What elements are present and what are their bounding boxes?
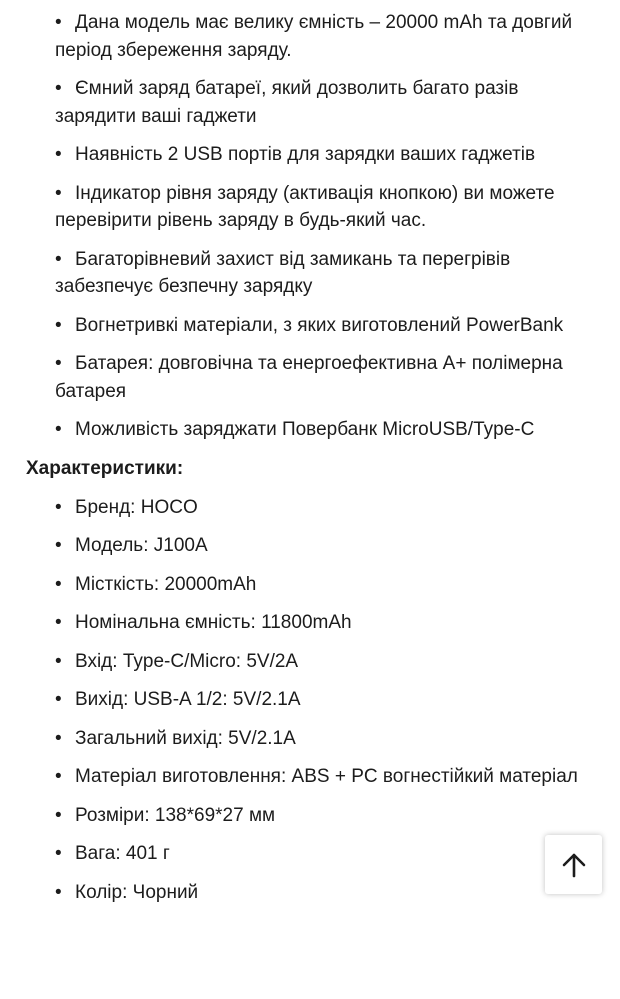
bullet-dot: • [55, 314, 62, 336]
bullet-dot: • [55, 612, 62, 633]
spec-text: Місткість: 20000mAh [75, 573, 257, 595]
feature-item [0, 75, 620, 130]
bullet-dot: • [55, 182, 62, 204]
spec-item [0, 840, 620, 868]
bullet-dot: • [55, 843, 62, 864]
spec-text: Вага: 401 г [75, 843, 170, 864]
spec-text: Вихід: USB-A 1/2: 5V/2.1A [75, 689, 301, 710]
feature-item [0, 246, 620, 301]
feature-item [0, 350, 620, 405]
spec-item [0, 648, 620, 676]
bullet-dot: • [55, 419, 62, 440]
spec-item [0, 802, 620, 830]
spec-item [0, 725, 620, 753]
spec-text: Вхід: Type-C/Micro: 5V/2A [75, 650, 299, 672]
bullet-dot: • [55, 650, 62, 672]
spec-text: Бренд: HOCO [75, 496, 198, 518]
feature-text: Ємний заряд батареї, який дозволить багато разів зарядити ваші гаджети [55, 78, 519, 127]
spec-text: Модель: J100A [75, 535, 208, 556]
product-description [0, 9, 620, 917]
spec-item [0, 532, 620, 560]
feature-text: Дана модель має велику ємність – 20000 mAh та довгий період збереження заряду. [55, 12, 573, 61]
bullet-dot: • [55, 689, 62, 710]
bullet-dot: • [55, 496, 62, 518]
spec-text: Матеріал виготовлення: ABS + PC вогнестійкий матеріал [75, 766, 578, 787]
spec-item [0, 494, 620, 522]
feature-item [0, 141, 620, 169]
feature-text: Вогнетривкі матеріали, з яких виготовлений PowerBank [75, 314, 564, 336]
spec-text: Розміри: 138*69*27 мм [75, 804, 276, 826]
bullet-dot: • [55, 573, 62, 595]
bullet-dot: • [55, 12, 62, 33]
feature-text: Наявність 2 USB портів для зарядки ваших гаджетів [75, 144, 536, 165]
spec-text: Загальний вихід: 5V/2.1A [75, 727, 296, 749]
bullet-dot: • [55, 766, 62, 787]
feature-text: Багаторівневий захист від замикань та перегрівів забезпечує безпечну зарядку [55, 248, 511, 297]
spec-item [0, 686, 620, 714]
spec-item [0, 571, 620, 599]
spec-text: Колір: Чорний [75, 881, 199, 903]
spec-item [0, 879, 620, 907]
bullet-dot: • [55, 248, 62, 270]
spec-item [0, 609, 620, 637]
bullet-dot: • [55, 804, 62, 826]
arrow-up-icon [561, 852, 587, 878]
scroll-to-top-button[interactable] [545, 835, 602, 894]
specs-list [0, 494, 620, 907]
feature-text: Батарея: довговічна та енергоефективна A+ полімерна батарея [55, 353, 563, 402]
spec-item [0, 763, 620, 791]
bullet-dot: • [55, 353, 62, 374]
bullet-dot: • [55, 881, 62, 903]
spec-text: Номінальна ємність: 11800mAh [75, 612, 352, 633]
feature-item [0, 416, 620, 444]
bullet-dot: • [55, 144, 62, 165]
bullet-dot: • [55, 727, 62, 749]
bullet-dot: • [55, 535, 62, 556]
feature-text: Можливість заряджати Повербанк MicroUSB/Type-C [75, 419, 535, 440]
bullet-dot: • [55, 78, 62, 99]
feature-item [0, 180, 620, 235]
features-list [0, 9, 620, 444]
feature-item [0, 312, 620, 340]
specs-heading: Характеристики: [26, 457, 184, 479]
feature-item [0, 9, 620, 64]
feature-text: Індикатор рівня заряду (активація кнопкою) ви можете перевірити рівень заряду в будь-який час. [55, 182, 555, 231]
